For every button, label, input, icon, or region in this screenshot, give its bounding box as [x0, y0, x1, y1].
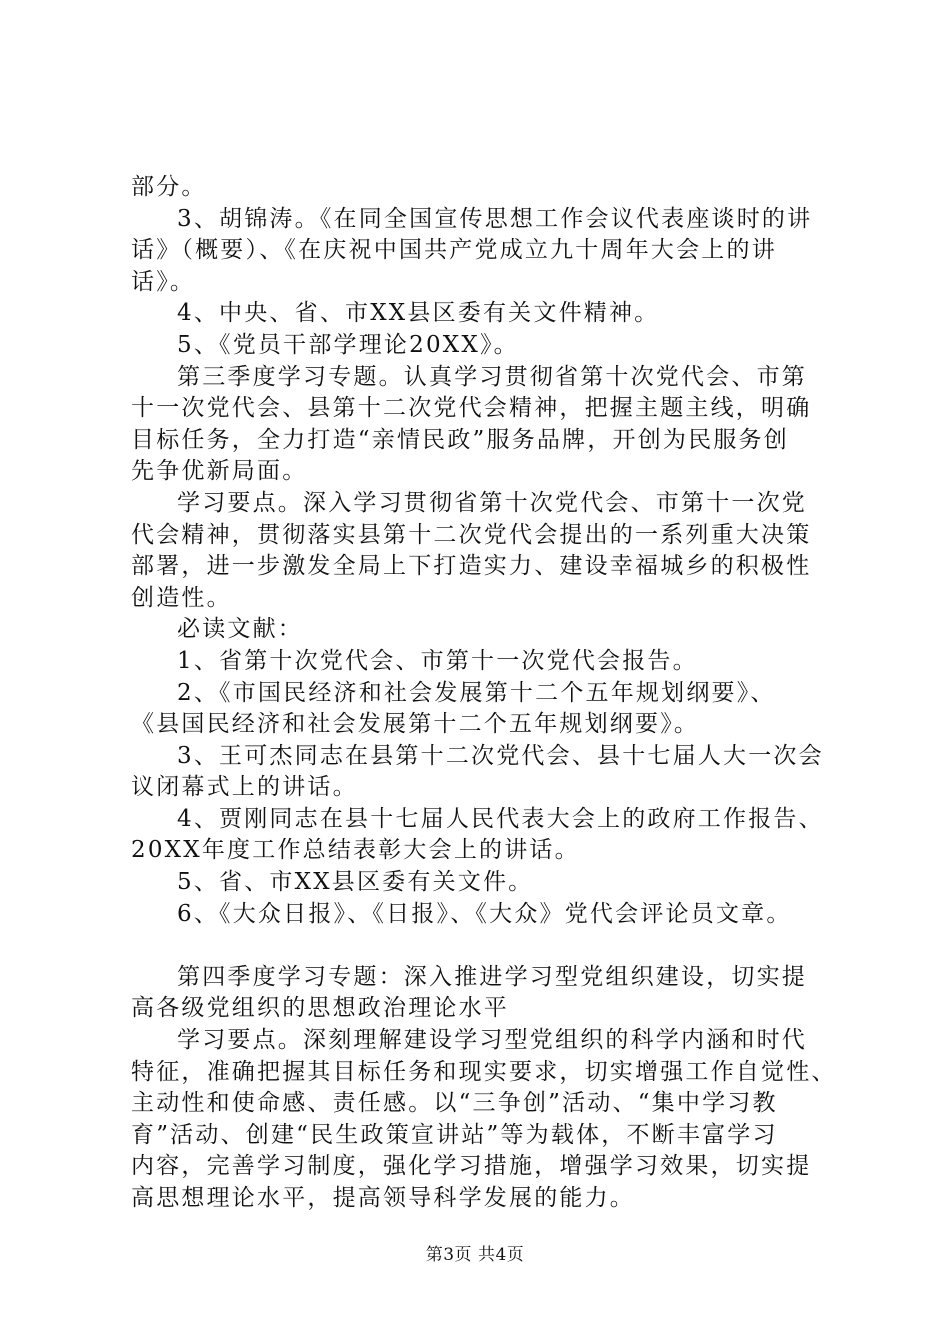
text-line: 5、《党员干部学理论20XX》。: [177, 331, 519, 358]
text-line: 主动性和使命感、责任感。以“三争创”活动、“集中学习教: [131, 1090, 778, 1117]
text-line: 《县国民经济和社会发展第十二个五年规划纲要》。: [131, 711, 700, 738]
text-line: 3、王可杰同志在县第十二次党代会、县十七届人大一次会: [177, 742, 824, 769]
document-body: [131, 172, 851, 1215]
text-line: 学习要点。深入学习贯彻省第十次党代会、市第十一次党: [177, 489, 807, 516]
text-line: 部署，进一步激发全局上下打造实力、建设幸福城乡的积极性: [131, 553, 812, 580]
text-line: 1、省第十次党代会、市第十一次党代会报告。: [177, 647, 698, 674]
text-line: 代会精神，贯彻落实县第十二次党代会提出的一系列重大决策: [131, 521, 812, 548]
text-line: 5、省、市XX县区委有关文件。: [177, 869, 534, 896]
text-line: 特征，准确把握其目标任务和现实要求，切实增强工作自觉性、: [131, 1058, 837, 1085]
blank-line: [131, 930, 851, 962]
text-line: 4、中央、省、市XX县区委有关文件精神。: [177, 300, 660, 327]
text-line: 4、贾刚同志在县十七届人民代表大会上的政府工作报告、: [177, 805, 824, 832]
text-line: 创造性。: [131, 584, 232, 611]
text-line: 20XX年度工作总结表彰大会上的讲话。: [131, 837, 580, 864]
text-line: 议闭幕式上的讲话。: [131, 774, 358, 801]
text-line: 高思想理论水平，提高领导科学发展的能力。: [131, 1185, 635, 1211]
text-line: 内容，完善学习制度，强化学习措施，增强学习效果，切实提: [131, 1153, 812, 1180]
text-line: 部分。: [131, 174, 207, 200]
page-footer: 第3页 共4页: [425, 1245, 525, 1265]
text-line: 第三季度学习专题。认真学习贯彻省第十次党代会、市第: [177, 363, 807, 390]
text-line: 6、《大众日报》、《日报》、《大众》党代会评论员文章。: [177, 900, 792, 927]
text-line: 育”活动、创建“民生政策宣讲站”等为载体，不断丰富学习: [131, 1121, 778, 1148]
text-line: 先争优新局面。: [131, 458, 308, 485]
text-line: 高各级党组织的思想政治理论水平: [131, 995, 509, 1022]
text-line: 话》（概要）、《在庆祝中国共产党成立九十周年大会上的讲: [131, 237, 777, 264]
text-line: 十一次党代会、县第十二次党代会精神，把握主题主线，明确: [131, 395, 812, 422]
text-line: 第四季度学习专题：深入推进学习型党组织建设，切实提: [177, 963, 807, 990]
text-line: 必读文献：: [177, 616, 303, 643]
text-line: 话》。: [131, 268, 196, 295]
text-line: 学习要点。深刻理解建设学习型党组织的科学内涵和时代: [177, 1027, 807, 1054]
text-line: 目标任务，全力打造“亲情民政”服务品牌，开创为民服务创: [131, 426, 789, 453]
text-line: 3、胡锦涛。《在同全国宣传思想工作会议代表座谈时的讲: [177, 205, 813, 232]
text-line: 2、《市国民经济和社会发展第十二个五年规划纲要》、: [177, 679, 776, 706]
